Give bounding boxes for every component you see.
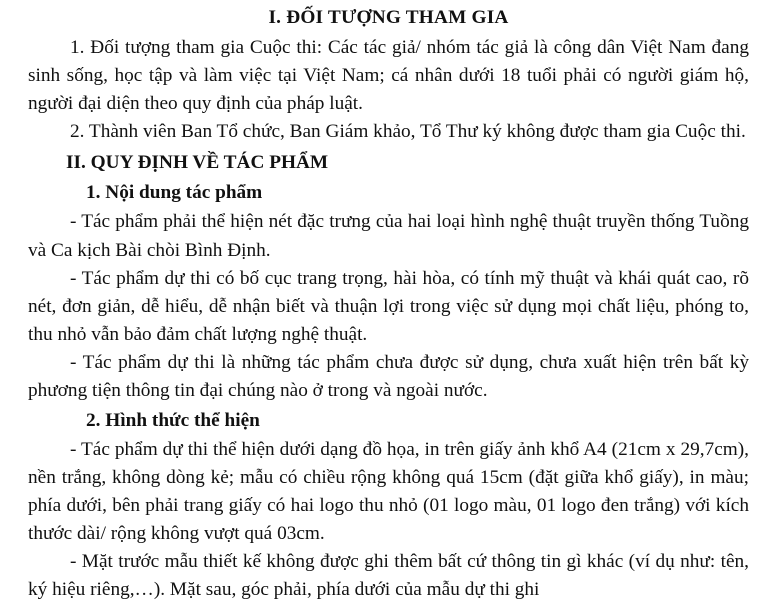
paragraph-doi-tuong-tham-gia-1: 1. Đối tượng tham gia Cuộc thi: Các tác giả/ nhóm tác giả là công dân Việt Nam đang sinh sống, học tập và làm việc tại Việt Nam; cá nhân dưới 18 tuổi phải có người giám hộ, người đại diện theo quy định của pháp luật. (28, 37, 749, 115)
paragraph-hinh-thuc-1: - Tác phẩm dự thi thể hiện dưới dạng đồ họa, in trên giấy ảnh khổ A4 (21cm x 29,7cm), nền trắng, không dòng kẻ; mẫu có chiều rộng không quá 15cm (đặt giữa khổ giấy), in màu; phía dưới, bên phải trang giấy có hai logo thu nhỏ (01 logo màu, 01 logo đen trắng) với kích thước dài/ rộng không vượt quá 03cm. (28, 438, 749, 545)
paragraph-hinh-thuc-2: - Mặt trước mẫu thiết kế không được ghi thêm bất cứ thông tin gì khác (ví dụ như: tên, ký hiệu riêng,…). Mặt sau, góc phải, phía dưới của mẫu dự thi ghi (28, 551, 749, 601)
paragraph-doi-tuong-tham-gia-2: 2. Thành viên Ban Tổ chức, Ban Giám khảo, Tổ Thư ký không được tham gia Cuộc thi. (70, 121, 746, 143)
paragraph-noi-dung-2: - Tác phẩm dự thi có bố cục trang trọng, hài hòa, có tính mỹ thuật và khái quát cao, rõ nét, đơn giản, dễ hiểu, dễ nhận biết và thuận lợi trong việc sử dụng mọi chất liệu, phóng to, thu nhỏ vẫn bảo đảm chất lượng nghệ thuật. (28, 267, 749, 345)
section-heading-doi-tuong-tham-gia: I. ĐỐI TƯỢNG THAM GIA (268, 7, 509, 28)
section-heading-quy-dinh-ve-tac-pham: II. QUY ĐỊNH VỀ TÁC PHẨM (66, 152, 329, 174)
paragraph-noi-dung-1: - Tác phẩm phải thể hiện nét đặc trưng của hai loại hình nghệ thuật truyền thống Tuồng và Ca kịch Bài chòi Bình Định. (28, 211, 749, 261)
paragraph-noi-dung-3: - Tác phẩm dự thi là những tác phẩm chưa được sử dụng, chưa xuất hiện trên bất kỳ phương tiện thông tin đại chúng nào ở trong và ngoài nước. (28, 351, 749, 401)
subsection-heading-noi-dung-tac-pham: 1. Nội dung tác phẩm (86, 182, 263, 204)
document-body (28, 4, 749, 604)
subsection-heading-hinh-thuc-the-hien: 2. Hình thức thể hiện (86, 409, 260, 431)
